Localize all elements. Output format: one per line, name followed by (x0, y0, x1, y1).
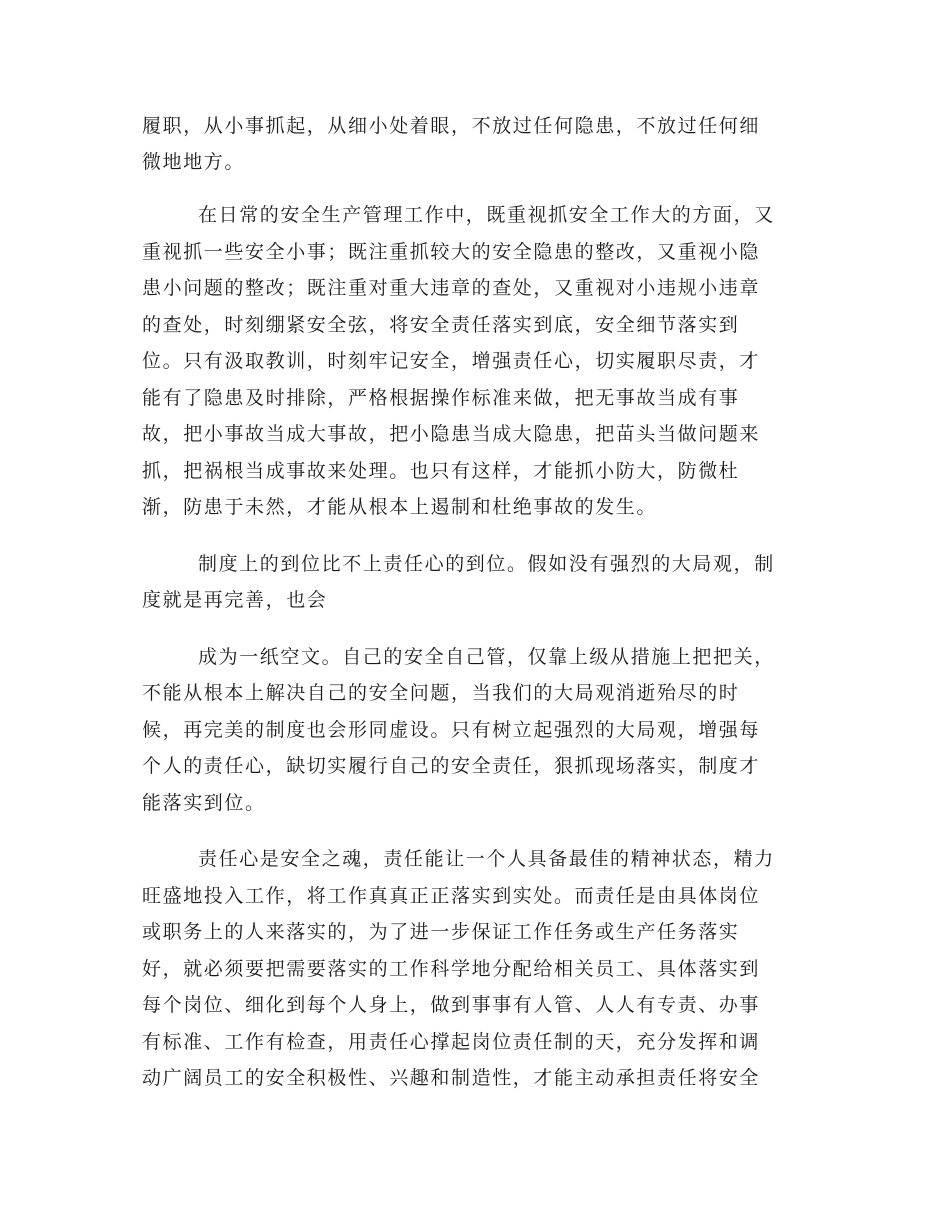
paragraph-2-line-6: 能有了隐患及时排除，严格根据操作标准来做，把无事故当成有事 (142, 387, 740, 409)
paragraph-5-line-4: 好，就必须要把需要落实的工作科学地分配给相关员工、具体落实到 (142, 958, 761, 980)
paragraph-4-line-4: 个人的责任心，缺切实履行自己的安全责任，狠抓现场落实，制度才 (142, 755, 761, 777)
paragraph-2-line-1: 在日常的安全生产管理工作中，既重视抓安全工作大的方面，又 (198, 204, 775, 226)
paragraph-4-line-2: 不能从根本上解决自己的安全问题，当我们的大局观消逝殆尽的时 (142, 682, 740, 704)
paragraph-5-line-1: 责任心是安全之魂，责任能让一个人具备最佳的精神状态，精力 (198, 848, 775, 870)
paragraph-5-line-3: 或职务上的人来落实的，为了进一步保证工作任务或生产任务落实 (142, 921, 740, 943)
paragraph-5-line-7: 动广阔员工的安全积极性、兴趣和制造性，才能主动承担责任将安全 (142, 1067, 761, 1089)
paragraph-4-line-1: 成为一纸空文。自己的安全自己管，仅靠上级从措施上把把关， (198, 646, 775, 668)
paragraph-5-line-5: 每个岗位、细化到每个人身上，做到事事有人管、人人有专责、办事 (142, 994, 761, 1016)
paragraph-1-line-1: 履职，从小事抓起，从细小处着眼，不放过任何隐患，不放过任何细 (142, 115, 761, 137)
paragraph-4-line-5: 能落实到位。 (142, 792, 266, 814)
paragraph-1-line-2: 微地地方。 (142, 151, 246, 173)
paragraph-2-line-8: 抓，把祸根当成事故来处理。也只有这样，才能抓小防大，防微杜 (142, 460, 740, 482)
paragraph-2-line-3: 患小问题的整改；既注重对重大违章的查处，又重视对小违规小违章 (142, 277, 761, 299)
paragraph-4-line-3: 候，再完美的制度也会形同虚设。只有树立起强烈的大局观，增强每 (142, 719, 761, 741)
paragraph-2-line-2: 重视抓一些安全小事；既注重抓较大的安全隐患的整改，又重视小隐 (142, 241, 761, 263)
paragraph-3-line-2: 度就是再完善，也会 (142, 589, 328, 611)
paragraph-3-line-1: 制度上的到位比不上责任心的到位。假如没有强烈的大局观，制 (198, 553, 775, 575)
paragraph-2-line-9: 渐，防患于未然，才能从根本上遏制和杜绝事故的发生。 (142, 496, 658, 518)
paragraph-5-line-6: 有标准、工作有检查，用责任心撑起岗位责任制的天，充分发挥和调 (142, 1031, 761, 1053)
paragraph-5-line-2: 旺盛地投入工作，将工作真真正正落实到实处。而责任是由具体岗位 (142, 885, 761, 907)
paragraph-2-line-5: 位。只有汲取教训，时刻牢记安全，增强责任心，切实履职尽责，才 (142, 350, 761, 372)
paragraph-2-line-7: 故，把小事故当成大事故，把小隐患当成大隐患，把苗头当做问题来 (142, 423, 761, 445)
paragraph-2-line-4: 的查处，时刻绷紧安全弦，将安全责任落实到底，安全细节落实到 (142, 314, 740, 336)
